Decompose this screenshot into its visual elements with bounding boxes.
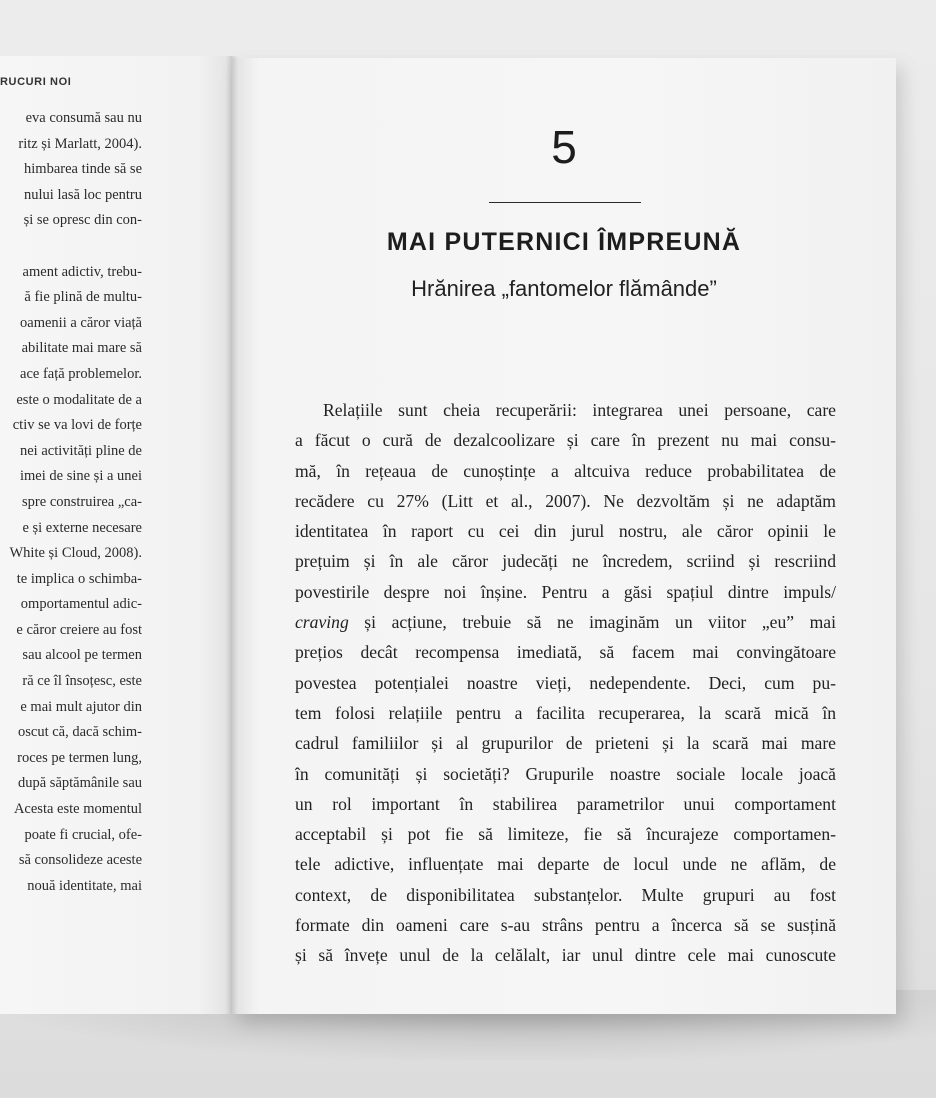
text-line: nouă identitate, mai — [27, 877, 142, 894]
text-line: Acesta este momentul — [13, 801, 142, 818]
text-line: și se opresc din con- — [23, 212, 142, 229]
text-line: spre construirea „ca- — [22, 493, 142, 510]
text-line: ră ce îl însoțesc, este — [22, 673, 142, 690]
chapter-subtitle: Hrănirea „fantomelor flămânde” — [411, 276, 717, 301]
text-line: ament adictiv, trebu- — [22, 263, 142, 280]
text-line: e mai mult ajutor din — [20, 698, 142, 715]
text-line: nului lasă loc pentru — [24, 186, 142, 203]
text-line: este o modalitate de a — [16, 391, 142, 408]
italic-word: craving — [295, 612, 349, 633]
text-line: a făcut o cură de dezalcoolizare și care în prezent nu mai consu- — [295, 430, 836, 451]
text-line: mă, în rețeaua de cunoștințe a altcuiva reduce probabilitatea de — [295, 460, 836, 481]
text-line: și să învețe unul de la celălalt, iar unul dintre cele mai cunoscute — [295, 945, 836, 966]
chapter-title: MAI PUTERNICI ÎMPREUNĂ — [386, 228, 742, 256]
book-gutter — [226, 56, 238, 1014]
text-line: după săptămânile sau — [17, 775, 142, 792]
text-line: Relațiile sunt cheia recuperării: integrarea unei persoane, care — [323, 400, 836, 420]
text-line: nei activități pline de — [20, 442, 142, 459]
text-line — [295, 607, 836, 637]
text-line: abilitate mai mare să — [21, 340, 142, 357]
left-page — [0, 56, 232, 1014]
text-line: roces pe termen lung, — [17, 749, 142, 766]
text-line: te implica o schimba- — [16, 570, 142, 587]
text-line: White și Cloud, 2008). — [9, 545, 142, 562]
text-line: poate fi crucial, ofe- — [24, 826, 142, 843]
left-page-text — [0, 106, 142, 899]
text-fragment: și acțiune, trebuie să ne imaginăm un viitor „eu” mai — [348, 612, 836, 633]
text-line: himbarea tinde să se — [24, 161, 142, 178]
text-line: tele adictive, influențate mai departe de locul unde ne aflăm, de — [295, 854, 836, 875]
text-line: povestirile despre noi înșine. Pentru a găsi spațiul dintre impuls/ — [295, 581, 836, 602]
text-line: să consolideze aceste — [18, 852, 142, 869]
chapter-divider — [489, 202, 641, 203]
text-line: prețios decât recompensa imediată, să facem mai convingătoare — [295, 642, 836, 663]
chapter-body — [295, 395, 836, 971]
text-line: ritz și Marlatt, 2004). — [18, 135, 142, 152]
running-head: RUCURI NOI — [0, 76, 72, 88]
text-line: eva consumă sau nu — [25, 110, 142, 126]
text-line: oscut că, dacă schim- — [17, 724, 142, 741]
text-line: imei de sine și a unei — [19, 468, 142, 485]
text-line: un rol important în stabilirea parametrilor unui comportament — [295, 793, 836, 814]
text-line: povestea potențialei noastre vieți, nedependente. Deci, cum pu- — [295, 672, 836, 693]
text-line: omportamentul adic- — [20, 596, 142, 613]
text-line: ace față problemelor. — [20, 365, 142, 382]
text-line: prețuim și în ale căror judecăți ne încredem, scriind și rescriind — [295, 551, 836, 572]
text-line: ă fie plină de multu- — [24, 289, 142, 306]
text-line: e căror creiere au fost — [16, 621, 142, 638]
text-line: tem folosi relațiile pentru a facilita recuperarea, la scară mică în — [295, 702, 836, 723]
text-line: ctiv se va lovi de forțe — [12, 417, 142, 434]
text-line: context, de disponibilitatea substanțelor. Multe grupuri au fost — [295, 884, 836, 905]
text-line: sau alcool pe termen — [22, 647, 142, 664]
text-line: formate din oameni care s-au strâns pentru a încerca să se susțină — [295, 915, 836, 936]
text-line — [0, 234, 142, 260]
chapter-number: 5 — [551, 121, 577, 173]
text-line: în comunități și societăți? Grupurile noastre sociale locale joacă — [295, 763, 836, 784]
text-line: e și externe necesare — [22, 519, 142, 536]
text-line: cadrul familiilor și al grupurilor de prieteni și la scară mai mare — [295, 733, 836, 754]
text-line: identitatea în raport cu cei din jurul nostru, ale căror opinii le — [295, 521, 836, 542]
text-line: recădere cu 27% (Litt et al., 2007). Ne dezvoltăm și ne adaptăm — [295, 490, 836, 511]
text-line: acceptabil și pot fie să limiteze, fie să încurajeze comportamen- — [295, 824, 836, 845]
text-line: oamenii a căror viață — [20, 314, 142, 331]
